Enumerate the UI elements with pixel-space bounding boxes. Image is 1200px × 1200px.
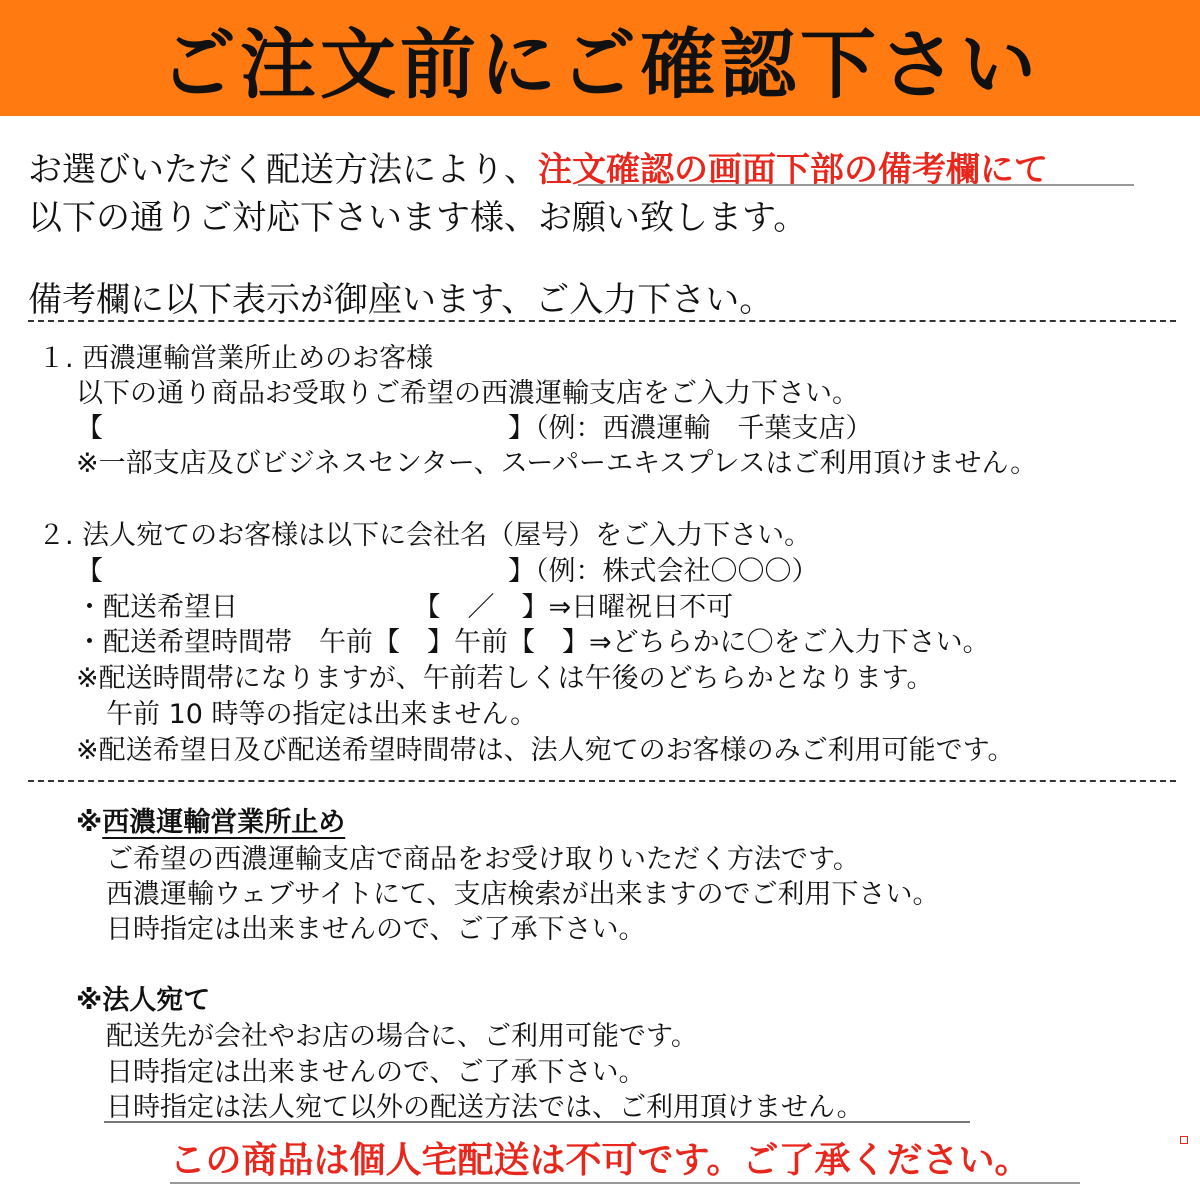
section1-title: １. 西濃運輸営業所止めのお客様 <box>38 343 434 374</box>
dashed-divider-top <box>28 320 1176 322</box>
section3-title <box>76 800 345 839</box>
section1-bracket-field: 【 】（例：西濃運輸 千葉支店） <box>76 413 873 444</box>
dashed-divider-bottom <box>28 780 1176 782</box>
section2-bracket-field: 【 】（例：株式会社〇〇〇） <box>76 556 819 587</box>
section3-line-1: ご希望の西濃運輸支店で商品をお受け取りいただく方法です。 <box>106 844 860 875</box>
section2-note-3: ※配送希望日及び配送希望時間帯は、法人宛てのお客様のみご利用可能です。 <box>76 735 1015 766</box>
section3-title-mark: ※ <box>76 807 103 838</box>
section2-date-line: ・配送希望日 【 ／ 】⇒日曜祝日不可 <box>76 592 734 623</box>
red-text-underline <box>578 184 1134 186</box>
section4-underline <box>104 1121 970 1123</box>
section2-note-1: ※配送時間帯になりますが、午前若しくは午後のどちらかとなります。 <box>76 663 934 694</box>
section4-line-2: 日時指定は出来ませんので、ご了承下さい。 <box>106 1057 646 1088</box>
section4-line-3: 日時指定は法人宛て以外の配送方法では、ご利用頂けません。 <box>106 1092 864 1123</box>
section1-note: ※一部支店及びビジネスセンター、スーパーエキスプレスはご利用頂けません。 <box>76 448 1038 479</box>
section2-title: ２. 法人宛てのお客様は以下に会社名（屋号）をご入力下さい。 <box>38 520 812 551</box>
banner-title: ご注文前にご確認下さい <box>160 19 1040 109</box>
section3-line-3: 日時指定は出来ませんので、ご了承下さい。 <box>106 914 646 945</box>
section4-line-1: 配送先が会社やお店の場合に、ご利用可能です。 <box>106 1021 698 1052</box>
footer-notice: この商品は個人宅配送は不可です。ご了承ください。 <box>169 1140 1031 1181</box>
intro-line-1-plain: お選びいただく配送方法により、 <box>28 150 538 190</box>
intro-line-2: 以下の通りご対応下さいます様、お願い致します。 <box>28 198 808 238</box>
intro-line-3: 備考欄に以下表示が御座います、ご入力下さい。 <box>28 280 774 320</box>
intro-line-1-red: 注文確認の画面下部の備考欄にて <box>538 150 1048 190</box>
footer-underline <box>170 1182 1080 1184</box>
section3-line-2: 西濃運輸ウェブサイトにて、支店検索が出来ますのでご利用下さい。 <box>106 879 940 910</box>
section3-title-text: 西濃運輸営業所止め <box>102 807 346 838</box>
section1-line-1: 以下の通り商品お受取りご希望の西濃運輸支店をご入力下さい。 <box>76 378 859 409</box>
section2-note-2: 午前 10 時等の指定は出来ません。 <box>106 699 538 730</box>
section4-title: ※法人宛て <box>76 985 211 1016</box>
header-banner <box>0 0 1200 116</box>
section2-time-line: ・配送希望時間帯 午前【 】午前【 】⇒どちらかに〇をご入力下さい。 <box>76 627 990 658</box>
